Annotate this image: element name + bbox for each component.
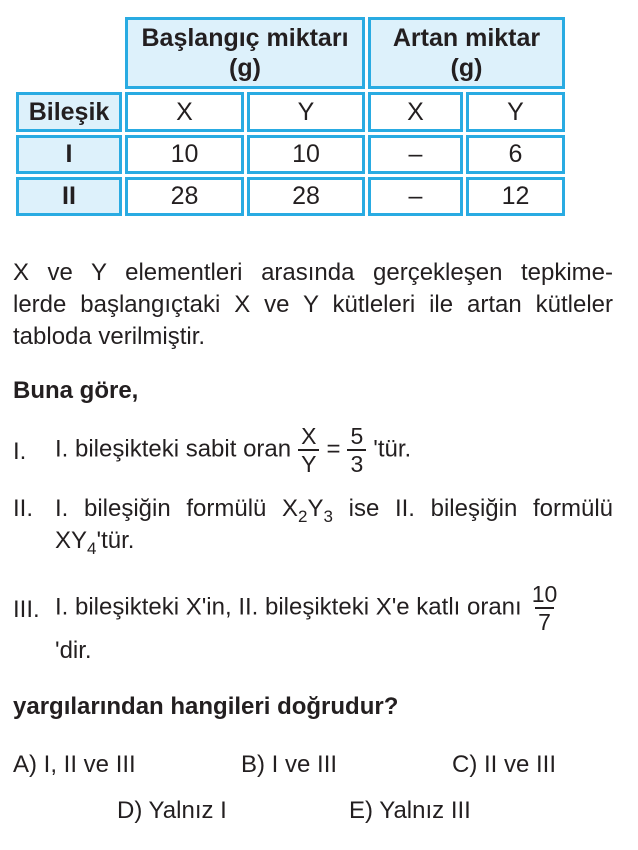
statement-text: I. bileşikteki X'in, II. bileşikteki X'e katlı oranı	[55, 593, 522, 621]
subheader-y2: Y	[466, 92, 565, 132]
row-label: II	[16, 177, 122, 216]
statement-line: 'dir.	[55, 637, 92, 664]
option-e: E) Yalnız III	[349, 797, 471, 824]
row-label: I	[16, 135, 122, 174]
statement-text: ise II. bileşiğin formülü	[332, 495, 613, 522]
corner-header-bilesik: Bileşik	[16, 92, 122, 132]
intro-line: lerde başlangıçtaki X ve Y kütleleri ile artan kütleler	[13, 291, 613, 318]
statement-body	[55, 423, 613, 477]
table-cell: –	[368, 135, 463, 174]
subscript: 3	[323, 507, 333, 526]
lead-in: Buna göre,	[13, 377, 139, 404]
answer-options	[13, 751, 613, 841]
group-header-baslangic	[125, 17, 365, 89]
statement-numeral: I.	[13, 438, 27, 465]
statement-text: I. bileşikteki sabit oran	[55, 435, 292, 463]
statement-body	[55, 581, 613, 667]
subheader-x1: X	[125, 92, 244, 132]
intro-paragraph	[13, 257, 613, 353]
table-cell: 6	[466, 135, 565, 174]
equals-sign: =	[326, 435, 341, 463]
table-cell: 10	[247, 135, 365, 174]
table-row-I	[16, 135, 565, 174]
statement-line	[55, 493, 613, 525]
statement-line	[55, 525, 613, 557]
table-row-II	[16, 177, 565, 216]
statement-1	[13, 423, 613, 477]
question-text: yargılarından hangileri doğrudur?	[13, 693, 399, 720]
statement-numeral: III.	[13, 596, 40, 623]
table-cell: –	[368, 177, 463, 216]
fraction-x-over-y: $\frac{X}{Y}$	[298, 423, 319, 477]
statement-text: I. bileşiğin formülü X	[55, 495, 299, 522]
statement-line	[55, 581, 613, 635]
intro-line: tabloda verilmiştir.	[13, 323, 206, 350]
statement-text: 'tür.	[373, 435, 412, 463]
table-corner-empty	[16, 17, 122, 89]
option-b: B) I ve III	[241, 751, 338, 778]
group-header-artan	[368, 17, 565, 89]
option-c: C) II ve III	[452, 751, 557, 778]
table-group-header-row	[16, 17, 565, 89]
fraction-10-over-7: $\frac{10}{7}$	[531, 581, 558, 635]
table-cell: 10	[125, 135, 244, 174]
statement-3	[13, 581, 613, 667]
intro-line: X ve Y elementleri arasında gerçekleşen tepkime-	[13, 259, 613, 286]
statement-text: XY	[55, 527, 88, 554]
subscript: 4	[87, 539, 97, 558]
option-a: A) I, II ve III	[13, 751, 136, 778]
statement-body	[55, 493, 613, 557]
statement-numeral: II.	[13, 495, 34, 522]
group-header-title: Başlangıç miktarı	[141, 24, 349, 52]
fraction-5-over-3: $\frac{5}{3}$	[347, 423, 366, 477]
group-header-unit: (g)	[450, 54, 483, 82]
table-cell: 28	[125, 177, 244, 216]
table-subheader-row	[16, 92, 565, 132]
table-cell: 12	[466, 177, 565, 216]
statement-2	[13, 493, 613, 557]
subheader-y1: Y	[247, 92, 365, 132]
statement-text: Y	[307, 495, 324, 522]
subheader-x2: X	[368, 92, 463, 132]
option-d: D) Yalnız I	[117, 797, 227, 824]
statement-text: 'tür.	[96, 527, 135, 554]
table-cell: 28	[247, 177, 365, 216]
subscript: 2	[298, 507, 308, 526]
mass-data-table	[13, 14, 568, 219]
group-header-title: Artan miktar	[392, 24, 541, 52]
group-header-unit: (g)	[229, 54, 261, 82]
